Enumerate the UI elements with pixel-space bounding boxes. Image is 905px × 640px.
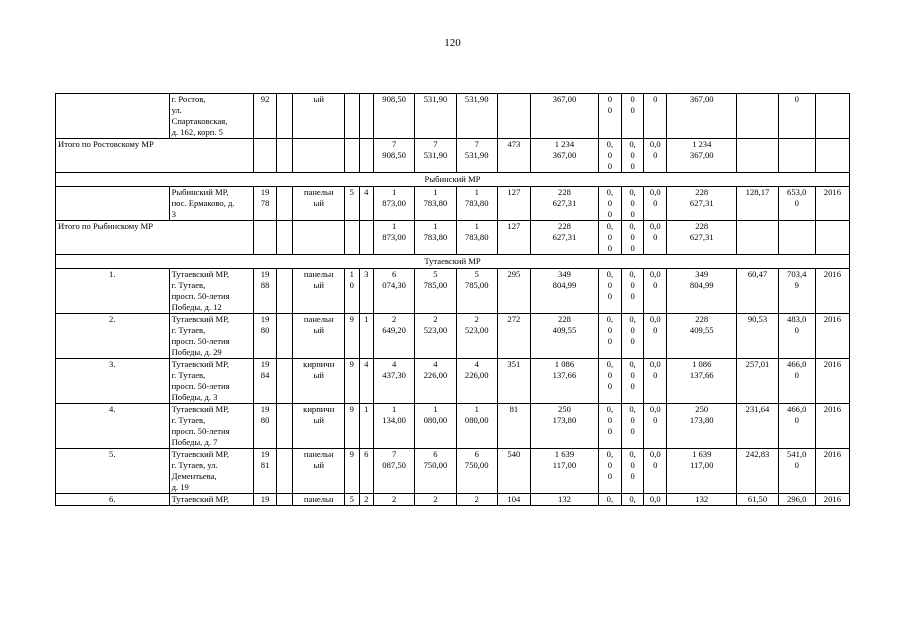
- address-cell: Тутаевский МР, г. Тутаев, просп. 50-летия Победы, д. 12: [169, 269, 254, 314]
- cost-cell: 1 639 117,00: [530, 449, 598, 494]
- cost-total-cell: 132: [667, 494, 737, 506]
- total-area-cell: 7 908,50: [373, 139, 414, 173]
- blank-cell: [276, 314, 293, 359]
- blank-cell: [276, 449, 293, 494]
- address-cell: Тутаевский МР, г. Тутаев, просп. 50-летия Победы, д. 7: [169, 404, 254, 449]
- blank-cell: [276, 221, 293, 255]
- residents-cell: 272: [497, 314, 530, 359]
- entrances-cell: 6: [359, 449, 373, 494]
- completion-year-cell: 2016: [815, 359, 849, 404]
- table-row: [56, 314, 850, 359]
- limit-cost-cell: 466,0 0: [778, 359, 815, 404]
- section-header-row: [56, 255, 850, 269]
- unit-cost-cell: [737, 94, 778, 139]
- total-label-cell: Итого по Рыбинскому МР: [56, 221, 254, 255]
- residential-area-cell: 7 531,90: [415, 139, 456, 173]
- limit-cost-cell: 296,0: [778, 494, 815, 506]
- material-cell: панельн: [293, 494, 345, 506]
- floors-cell: 9: [345, 449, 359, 494]
- address-cell: Рыбинский МР, пос. Ермаково, д. 3: [169, 187, 254, 221]
- address-cell: Тутаевский МР, г. Тутаев, просп. 50-летия Победы, д. 3: [169, 359, 254, 404]
- fund-2-cell: 0, 0 0: [621, 139, 644, 173]
- residential-area-2-cell: 1 783,80: [456, 221, 497, 255]
- material-cell: [293, 221, 345, 255]
- total-area-cell: 6 074,30: [373, 269, 414, 314]
- cost-total-cell: 1 234 367,00: [667, 139, 737, 173]
- completion-year-cell: [815, 94, 849, 139]
- fund-1-cell: 0, 0 0: [599, 359, 622, 404]
- total-label-cell: Итого по Ростовскому МР: [56, 139, 254, 173]
- cost-cell: 228 627,31: [530, 221, 598, 255]
- unit-cost-cell: 242,83: [737, 449, 778, 494]
- entrances-cell: 4: [359, 359, 373, 404]
- fund-2-cell: 0, 0 0: [621, 221, 644, 255]
- total-area-cell: 7 087,50: [373, 449, 414, 494]
- entrances-cell: 2: [359, 494, 373, 506]
- residents-cell: 127: [497, 187, 530, 221]
- limit-cost-cell: [778, 221, 815, 255]
- residential-area-cell: 5 785,00: [415, 269, 456, 314]
- residents-cell: 473: [497, 139, 530, 173]
- limit-cost-cell: [778, 139, 815, 173]
- entrances-cell: 3: [359, 269, 373, 314]
- residential-area-cell: 2 523,00: [415, 314, 456, 359]
- year-cell: [254, 139, 277, 173]
- fund-3-cell: 0,0 0: [644, 269, 667, 314]
- address-cell: Тутаевский МР, г. Тутаев, просп. 50-летия Победы, д. 29: [169, 314, 254, 359]
- residential-area-cell: 4 226,00: [415, 359, 456, 404]
- cost-total-cell: 367,00: [667, 94, 737, 139]
- floors-cell: 9: [345, 359, 359, 404]
- fund-3-cell: 0,0: [644, 494, 667, 506]
- row-number-cell: 1.: [56, 269, 170, 314]
- table-row: [56, 269, 850, 314]
- residential-area-2-cell: 2: [456, 494, 497, 506]
- fund-3-cell: 0,0 0: [644, 359, 667, 404]
- blank-cell: [276, 404, 293, 449]
- address-cell: Тутаевский МР, г. Тутаев, ул. Дементьева, д. 19: [169, 449, 254, 494]
- floors-cell: [345, 221, 359, 255]
- material-cell: панельн ый: [293, 314, 345, 359]
- page-number: 120: [444, 37, 461, 49]
- total-row: [56, 139, 850, 173]
- residential-area-2-cell: 1 080,00: [456, 404, 497, 449]
- year-cell: 19 80: [254, 314, 277, 359]
- year-cell: [254, 221, 277, 255]
- address-cell: г. Ростов, ул. Спартаковская, д. 162, корп. 5: [169, 94, 254, 139]
- limit-cost-cell: 466,0 0: [778, 404, 815, 449]
- row-number-cell: 6.: [56, 494, 170, 506]
- total-area-cell: 4 437,30: [373, 359, 414, 404]
- section-title: Рыбинский МР: [56, 173, 850, 187]
- fund-2-cell: 0, 0 0: [621, 359, 644, 404]
- fund-3-cell: 0: [644, 94, 667, 139]
- address-cell: Тутаевский МР,: [169, 494, 254, 506]
- cost-total-cell: 228 627,31: [667, 221, 737, 255]
- table-row: [56, 94, 850, 139]
- fund-2-cell: 0 0: [621, 94, 644, 139]
- material-cell: кирпичн ый: [293, 404, 345, 449]
- residential-area-cell: 1 783,80: [415, 221, 456, 255]
- material-cell: панельн ый: [293, 269, 345, 314]
- cost-cell: 250 173,80: [530, 404, 598, 449]
- residents-cell: [497, 94, 530, 139]
- floors-cell: 9: [345, 314, 359, 359]
- total-area-cell: 1 134,00: [373, 404, 414, 449]
- entrances-cell: [359, 221, 373, 255]
- year-cell: 19 88: [254, 269, 277, 314]
- section-header-row: [56, 173, 850, 187]
- unit-cost-cell: 257,01: [737, 359, 778, 404]
- cost-total-cell: 228 627,31: [667, 187, 737, 221]
- material-cell: панельн ый: [293, 187, 345, 221]
- fund-1-cell: 0, 0 0: [599, 139, 622, 173]
- total-area-cell: 1 873,00: [373, 187, 414, 221]
- completion-year-cell: [815, 139, 849, 173]
- residential-area-cell: 531,90: [415, 94, 456, 139]
- residential-area-2-cell: 5 785,00: [456, 269, 497, 314]
- cost-cell: 1 086 137,66: [530, 359, 598, 404]
- unit-cost-cell: [737, 139, 778, 173]
- fund-1-cell: 0,: [599, 494, 622, 506]
- cost-cell: 132: [530, 494, 598, 506]
- fund-3-cell: 0,0 0: [644, 449, 667, 494]
- fund-3-cell: 0,0 0: [644, 314, 667, 359]
- entrances-cell: [359, 94, 373, 139]
- unit-cost-cell: 61,50: [737, 494, 778, 506]
- fund-1-cell: 0, 0 0: [599, 449, 622, 494]
- year-cell: 19 84: [254, 359, 277, 404]
- table-row: [56, 404, 850, 449]
- residential-area-2-cell: 2 523,00: [456, 314, 497, 359]
- fund-3-cell: 0,0 0: [644, 139, 667, 173]
- completion-year-cell: [815, 221, 849, 255]
- year-cell: 19 78: [254, 187, 277, 221]
- residents-cell: 127: [497, 221, 530, 255]
- unit-cost-cell: [737, 221, 778, 255]
- year-cell: 19 80: [254, 404, 277, 449]
- floors-cell: [345, 94, 359, 139]
- section-title: Тутаевский МР: [56, 255, 850, 269]
- fund-2-cell: 0, 0 0: [621, 187, 644, 221]
- row-number-cell: 5.: [56, 449, 170, 494]
- fund-1-cell: 0, 0 0: [599, 269, 622, 314]
- cost-total-cell: 349 804,99: [667, 269, 737, 314]
- floors-cell: 5: [345, 494, 359, 506]
- residential-area-cell: 2: [415, 494, 456, 506]
- limit-cost-cell: 483,0 0: [778, 314, 815, 359]
- row-number-cell: 4.: [56, 404, 170, 449]
- entrances-cell: 4: [359, 187, 373, 221]
- total-row: [56, 221, 850, 255]
- residents-cell: 295: [497, 269, 530, 314]
- floors-cell: [345, 139, 359, 173]
- fund-1-cell: 0, 0 0: [599, 221, 622, 255]
- cost-cell: 1 234 367,00: [530, 139, 598, 173]
- material-cell: ый: [293, 94, 345, 139]
- year-cell: 92: [254, 94, 277, 139]
- table-row: [56, 359, 850, 404]
- cost-cell: 367,00: [530, 94, 598, 139]
- fund-3-cell: 0,0 0: [644, 221, 667, 255]
- year-cell: 19 81: [254, 449, 277, 494]
- row-number-cell: 3.: [56, 359, 170, 404]
- fund-2-cell: 0, 0 0: [621, 449, 644, 494]
- residential-area-2-cell: 1 783,80: [456, 187, 497, 221]
- material-cell: панельн ый: [293, 449, 345, 494]
- floors-cell: 5: [345, 187, 359, 221]
- blank-cell: [276, 187, 293, 221]
- housing-program-table: [55, 93, 850, 506]
- residential-area-cell: 6 750,00: [415, 449, 456, 494]
- completion-year-cell: 2016: [815, 187, 849, 221]
- floors-cell: 9: [345, 404, 359, 449]
- row-number-cell: [56, 94, 170, 139]
- cost-cell: 228 627,31: [530, 187, 598, 221]
- unit-cost-cell: 60,47: [737, 269, 778, 314]
- cost-cell: 349 804,99: [530, 269, 598, 314]
- cost-total-cell: 1 639 117,00: [667, 449, 737, 494]
- limit-cost-cell: 0: [778, 94, 815, 139]
- fund-1-cell: 0, 0 0: [599, 404, 622, 449]
- limit-cost-cell: 541,0 0: [778, 449, 815, 494]
- floors-cell: 1 0: [345, 269, 359, 314]
- fund-2-cell: 0,: [621, 494, 644, 506]
- total-area-cell: 908,50: [373, 94, 414, 139]
- total-area-cell: 2: [373, 494, 414, 506]
- blank-cell: [276, 139, 293, 173]
- residents-cell: 81: [497, 404, 530, 449]
- residents-cell: 540: [497, 449, 530, 494]
- year-cell: 19: [254, 494, 277, 506]
- entrances-cell: 1: [359, 404, 373, 449]
- table-row: [56, 187, 850, 221]
- completion-year-cell: 2016: [815, 494, 849, 506]
- cost-cell: 228 409,55: [530, 314, 598, 359]
- row-number-cell: 2.: [56, 314, 170, 359]
- fund-2-cell: 0, 0 0: [621, 404, 644, 449]
- residential-area-2-cell: 531,90: [456, 94, 497, 139]
- cost-total-cell: 250 173,80: [667, 404, 737, 449]
- blank-cell: [276, 269, 293, 314]
- cost-total-cell: 228 409,55: [667, 314, 737, 359]
- blank-cell: [276, 94, 293, 139]
- limit-cost-cell: 653,0 0: [778, 187, 815, 221]
- entrances-cell: [359, 139, 373, 173]
- table-row: [56, 449, 850, 494]
- residential-area-cell: 1 080,00: [415, 404, 456, 449]
- fund-1-cell: 0 0: [599, 94, 622, 139]
- completion-year-cell: 2016: [815, 404, 849, 449]
- material-cell: [293, 139, 345, 173]
- unit-cost-cell: 231,64: [737, 404, 778, 449]
- entrances-cell: 1: [359, 314, 373, 359]
- unit-cost-cell: 128,17: [737, 187, 778, 221]
- residents-cell: 351: [497, 359, 530, 404]
- residential-area-cell: 1 783,80: [415, 187, 456, 221]
- blank-cell: [276, 494, 293, 506]
- cost-total-cell: 1 086 137,66: [667, 359, 737, 404]
- residential-area-2-cell: 6 750,00: [456, 449, 497, 494]
- completion-year-cell: 2016: [815, 269, 849, 314]
- completion-year-cell: 2016: [815, 449, 849, 494]
- completion-year-cell: 2016: [815, 314, 849, 359]
- total-area-cell: 2 649,20: [373, 314, 414, 359]
- row-number-cell: [56, 187, 170, 221]
- fund-1-cell: 0, 0 0: [599, 314, 622, 359]
- fund-3-cell: 0,0 0: [644, 404, 667, 449]
- table-row: [56, 494, 850, 506]
- unit-cost-cell: 90,53: [737, 314, 778, 359]
- limit-cost-cell: 703,4 9: [778, 269, 815, 314]
- fund-2-cell: 0, 0 0: [621, 314, 644, 359]
- total-area-cell: 1 873,00: [373, 221, 414, 255]
- residential-area-2-cell: 7 531,90: [456, 139, 497, 173]
- residential-area-2-cell: 4 226,00: [456, 359, 497, 404]
- fund-1-cell: 0, 0 0: [599, 187, 622, 221]
- residents-cell: 104: [497, 494, 530, 506]
- material-cell: кирпичн ый: [293, 359, 345, 404]
- fund-3-cell: 0,0 0: [644, 187, 667, 221]
- fund-2-cell: 0, 0 0: [621, 269, 644, 314]
- blank-cell: [276, 359, 293, 404]
